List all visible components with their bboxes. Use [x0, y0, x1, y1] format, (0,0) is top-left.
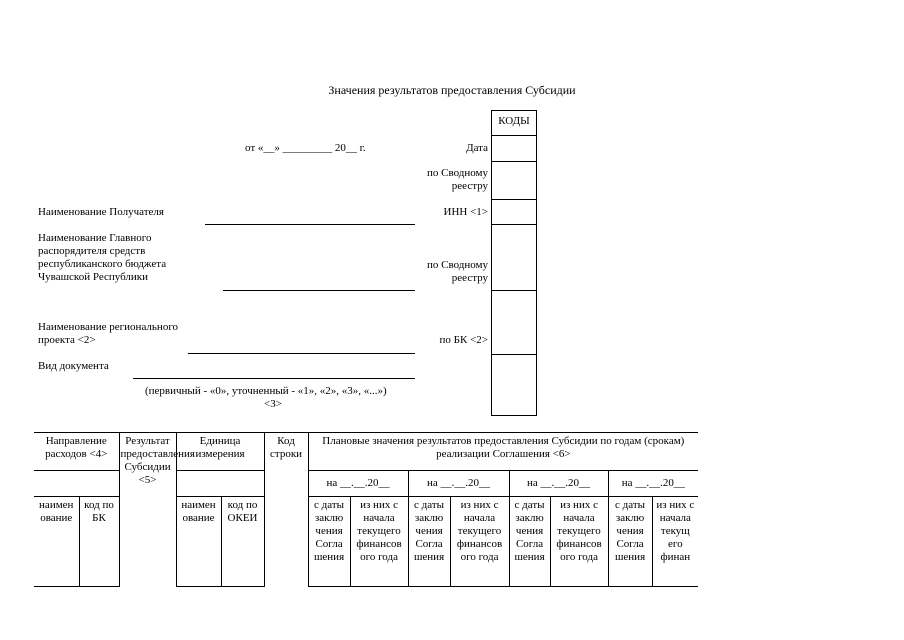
codes-date-label: Дата [466, 142, 488, 154]
project-underline[interactable] [188, 353, 415, 354]
recipient-underline[interactable] [205, 224, 415, 225]
codes-box [491, 110, 537, 416]
sub-okei: код по ОКЕИ [221, 497, 264, 587]
gr-manager-underline[interactable] [223, 290, 415, 291]
y1-from-date: с даты заклю чения Согла шения [308, 497, 350, 587]
page-title: Значения результатов предоставления Субсидии [328, 83, 576, 97]
direction-spacer [34, 471, 119, 497]
doc-type-note-ref: <3> [264, 398, 282, 410]
year-4: на __.__.20__ [608, 471, 698, 497]
codes-bk-label: по БК <2> [439, 334, 488, 346]
unit-spacer [176, 471, 264, 497]
y1-from-start: из них с начала текущего финансов ого года [350, 497, 408, 587]
sub-name: наимен ование [34, 497, 79, 587]
codes-divider [492, 290, 536, 291]
doc-type-label: Вид документа [38, 360, 109, 372]
y3-from-date: с даты заклю чения Согла шения [509, 497, 550, 587]
y2-from-date: с даты заклю чения Согла шения [408, 497, 450, 587]
codes-divider [492, 161, 536, 162]
codes-inn-label: ИНН <1> [443, 206, 488, 218]
doc-type-note: (первичный - «0», уточненный - «1», «2», «3», «...») [145, 385, 387, 397]
col-result: Результат предоставления Субсидии <5> [119, 433, 176, 587]
gr-manager-label: Наименование Главного распорядителя средств республиканского бюджета Чувашской Республики [38, 232, 167, 283]
codes-divider [492, 354, 536, 355]
year-2: на __.__.20__ [408, 471, 509, 497]
y2-from-start: из них с начала текущего финансов ого года [450, 497, 509, 587]
year-1: на __.__.20__ [308, 471, 408, 497]
doc-type-underline[interactable] [133, 378, 415, 379]
codes-header: КОДЫ [498, 115, 530, 127]
col-direction: Направление расходов <4> [34, 433, 119, 471]
sub-unit-name: наимен ование [176, 497, 221, 587]
y3-from-start: из них с начала текущего финансов ого года [550, 497, 608, 587]
codes-divider [492, 224, 536, 225]
year-3: на __.__.20__ [509, 471, 608, 497]
codes-svod1-label: по Сводному реестру [426, 167, 488, 192]
codes-svod2-label: по Сводному реестру [426, 259, 488, 284]
results-table [34, 432, 698, 587]
recipient-label: Наименование Получателя [38, 206, 164, 218]
y4-from-date: с даты заклю чения Согла шения [608, 497, 652, 587]
y4-from-start: из них с начала текущ его финан [652, 497, 698, 587]
date-line: от «__» _________ 20__ г. [245, 142, 366, 154]
sub-bk: код по БК [79, 497, 119, 587]
col-unit: Единица измерения [176, 433, 264, 471]
project-label: Наименование регионального проекта <2> [38, 321, 179, 346]
col-planned: Плановые значения результатов предоставления Субсидии по годам (срокам) реализации Соглашения <6> [308, 433, 698, 471]
codes-divider [492, 135, 536, 136]
col-code: Код строки [264, 433, 308, 587]
codes-divider [492, 199, 536, 200]
